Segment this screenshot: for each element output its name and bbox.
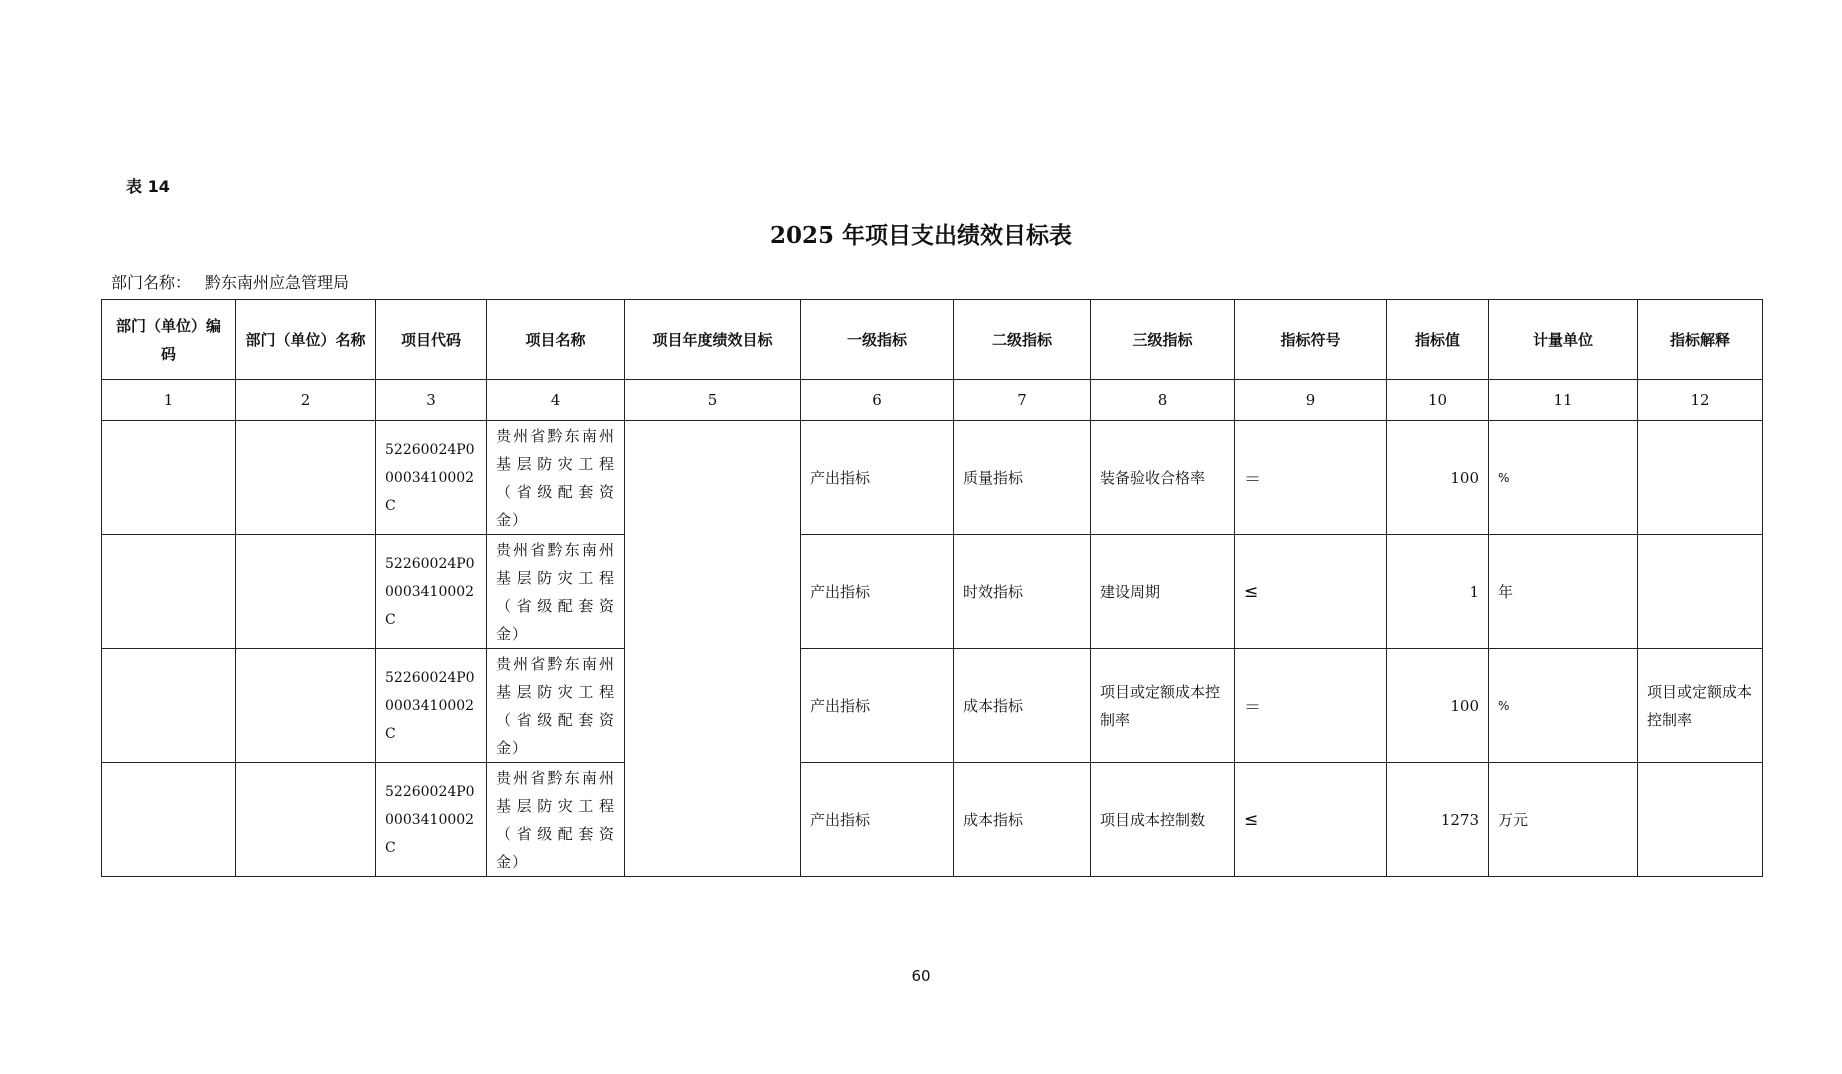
column-number: 12: [1638, 380, 1763, 421]
level2-cell: 成本指标: [954, 763, 1091, 877]
dept-code-cell: [102, 421, 236, 535]
column-number: 5: [625, 380, 801, 421]
level3-cell: 建设周期: [1091, 535, 1235, 649]
level3-cell: 装备验收合格率: [1091, 421, 1235, 535]
performance-goals-table: [101, 299, 1763, 877]
column-number: 2: [236, 380, 376, 421]
department-line: [111, 270, 349, 293]
level2-cell: 质量指标: [954, 421, 1091, 535]
annual-goal-cell: [625, 421, 801, 877]
level2-cell: 成本指标: [954, 649, 1091, 763]
level3-cell: 项目或定额成本控制率: [1091, 649, 1235, 763]
explanation-cell: [1638, 763, 1763, 877]
header-cell-level3: 三级指标: [1091, 300, 1235, 380]
project-code-cell: 52260024P00003410002C: [376, 763, 487, 877]
explanation-cell: [1638, 421, 1763, 535]
value-cell: 100: [1387, 421, 1489, 535]
unit-cell: %: [1489, 421, 1638, 535]
column-number-row: [102, 380, 1763, 421]
explanation-cell: 项目或定额成本控制率: [1638, 649, 1763, 763]
project-code-cell: 52260024P00003410002C: [376, 421, 487, 535]
column-number: 7: [954, 380, 1091, 421]
level3-cell: 项目成本控制数: [1091, 763, 1235, 877]
symbol-cell: ＝: [1235, 421, 1387, 535]
table-row: [102, 535, 1763, 649]
level2-cell: 时效指标: [954, 535, 1091, 649]
header-cell-level2: 二级指标: [954, 300, 1091, 380]
header-cell-explanation: 指标解释: [1638, 300, 1763, 380]
unit-cell: %: [1489, 649, 1638, 763]
header-cell-symbol: 指标符号: [1235, 300, 1387, 380]
value-cell: 1273: [1387, 763, 1489, 877]
dept-name-cell: [236, 763, 376, 877]
department-value: 黔东南州应急管理局: [205, 273, 350, 292]
dept-name-cell: [236, 421, 376, 535]
header-cell-project-name: 项目名称: [487, 300, 625, 380]
column-number: 4: [487, 380, 625, 421]
symbol-cell: ≤: [1235, 535, 1387, 649]
project-name-cell: 贵州省黔东南州基层防灾工程（省级配套资金）: [487, 763, 625, 877]
page-title: 2025 年项目支出绩效目标表: [769, 222, 1073, 249]
column-number: 1: [102, 380, 236, 421]
project-code-cell: 52260024P00003410002C: [376, 649, 487, 763]
level1-cell: 产出指标: [801, 763, 954, 877]
unit-cell: 万元: [1489, 763, 1638, 877]
dept-code-cell: [102, 763, 236, 877]
unit-cell: 年: [1489, 535, 1638, 649]
header-cell-unit: 计量单位: [1489, 300, 1638, 380]
header-row: [102, 300, 1763, 380]
project-code-cell: 52260024P00003410002C: [376, 535, 487, 649]
page-number: 60: [911, 967, 931, 985]
level1-cell: 产出指标: [801, 535, 954, 649]
dept-code-cell: [102, 649, 236, 763]
table-label: 表 14: [126, 177, 170, 196]
dept-name-cell: [236, 649, 376, 763]
value-cell: 1: [1387, 535, 1489, 649]
header-cell-level1: 一级指标: [801, 300, 954, 380]
column-number: 11: [1489, 380, 1638, 421]
project-name-cell: 贵州省黔东南州基层防灾工程（省级配套资金）: [487, 535, 625, 649]
column-number: 8: [1091, 380, 1235, 421]
header-cell-project-code: 项目代码: [376, 300, 487, 380]
header-cell-annual-goal: 项目年度绩效目标: [625, 300, 801, 380]
column-number: 3: [376, 380, 487, 421]
header-cell-value: 指标值: [1387, 300, 1489, 380]
dept-name-cell: [236, 535, 376, 649]
value-cell: 100: [1387, 649, 1489, 763]
project-name-cell: 贵州省黔东南州基层防灾工程（省级配套资金）: [487, 649, 625, 763]
table-row: [102, 763, 1763, 877]
column-number: 6: [801, 380, 954, 421]
explanation-cell: [1638, 535, 1763, 649]
table-row: [102, 421, 1763, 535]
department-label: 部门名称：: [111, 273, 192, 292]
column-number: 10: [1387, 380, 1489, 421]
table-row: [102, 649, 1763, 763]
symbol-cell: ＝: [1235, 649, 1387, 763]
level1-cell: 产出指标: [801, 649, 954, 763]
header-cell-dept-name: 部门（单位）名称: [236, 300, 376, 380]
dept-code-cell: [102, 535, 236, 649]
header-cell-dept-code: 部门（单位）编码: [102, 300, 236, 380]
project-name-cell: 贵州省黔东南州基层防灾工程（省级配套资金）: [487, 421, 625, 535]
symbol-cell: ≤: [1235, 763, 1387, 877]
level1-cell: 产出指标: [801, 421, 954, 535]
column-number: 9: [1235, 380, 1387, 421]
